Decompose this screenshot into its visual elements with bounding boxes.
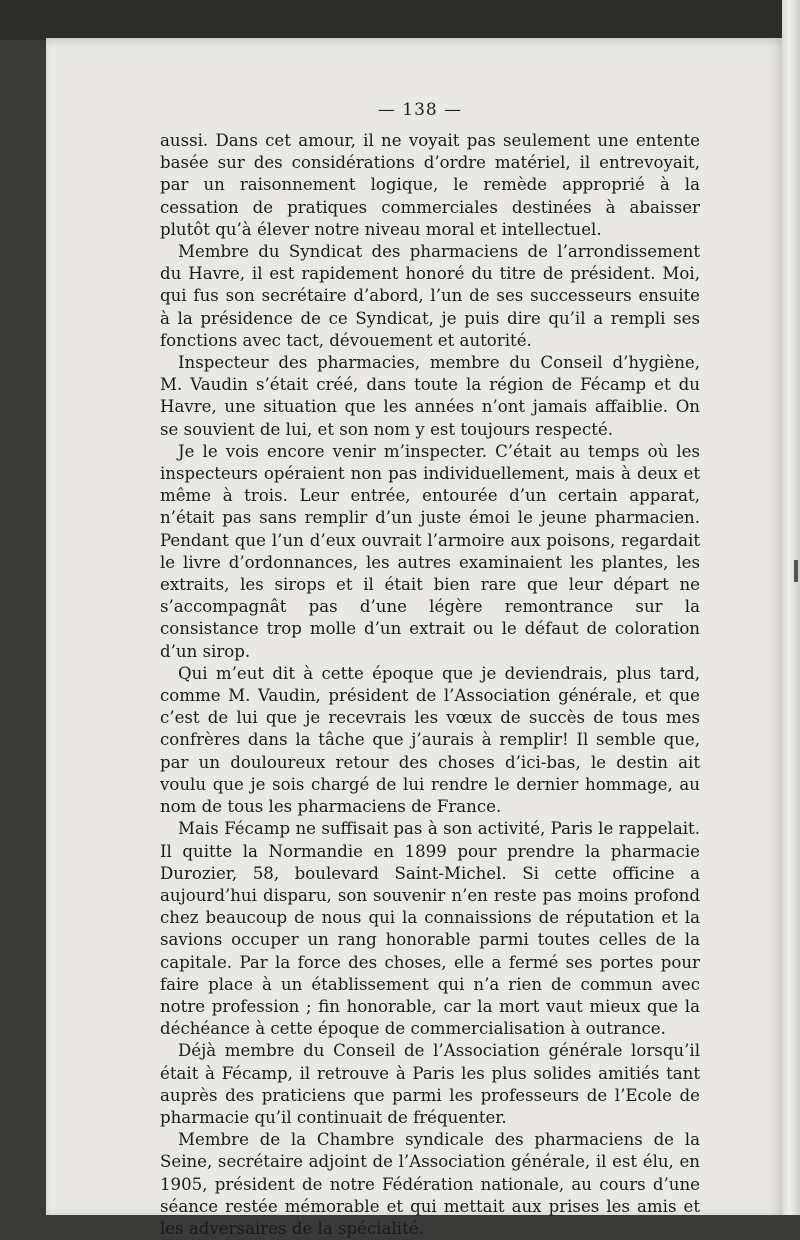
scan-background: [0, 0, 800, 40]
body-text: [160, 130, 700, 1240]
paragraph: Qui m’eut dit à cette époque que je deviendrais, plus tard, comme M. Vaudin, président de l’Association générale, et que c’est de lui que je recevrais les vœux de succès de tous mes confrères dans la tâche que j’aurais à remplir! Il semble que, par un douloureux retour des choses d’ici-bas, le destin ait voulu que je sois chargé de lui rendre le dernier hommage, au nom de tous les pharmaciens de France.: [160, 663, 700, 817]
paragraph: Mais Fécamp ne suffisait pas à son activité, Paris le rappelait. Il quitte la Normandie en 1899 pour prendre la pharmacie Durozier, 58, boulevard Saint-Michel. Si cette officine a aujourd’hui disparu, son souvenir n’en reste pas moins profond chez beaucoup de nous qui la connaissions de réputation et la savions occuper un rang honorable parmi toutes celles de la capitale. Par la force des choses, elle a fermé ses portes pour faire place à un établissement qui n’a rien de commun avec notre profession ; fin honorable, car la mort vaut mieux que la déchéance à cette époque de commercialisation à outrance.: [160, 819, 700, 1039]
page-edge-strip: [782, 0, 800, 1215]
paragraph: Inspecteur des pharmacies, membre du Conseil d’hygiène, M. Vaudin s’était créé, dans toute la région de Fécamp et du Havre, une situation que les années n’ont jamais affaiblie. On se souvient de lui, et son nom y est toujours respecté.: [160, 353, 700, 439]
paragraph: Déjà membre du Conseil de l’Association générale lorsqu’il était à Fécamp, il retrouve à Paris les plus solides amitiés tant auprès des praticiens que parmi les professeurs de l’Ecole de pharmacie qu’il continuait de fréquenter.: [160, 1041, 700, 1127]
paragraph: Je le vois encore venir m’inspecter. C’était au temps où les inspecteurs opéraient non pas individuellement, mais à deux et même à trois. Leur entrée, entourée d’un certain apparat, n’était pas sans remplir d’un juste émoi le jeune pharmacien. Pendant que l’un d’eux ouvrait l’armoire aux poisons, regardait le livre d’ordonnances, les autres examinaient les plantes, les extraits, les sirops et il était bien rare que leur départ ne s’accompagnât pas d’une légère remontrance sur la consistance trop molle d’un extrait ou le défaut de coloration d’un sirop.: [160, 441, 700, 661]
paragraph: Membre de la Chambre syndicale des pharmaciens de la Seine, secrétaire adjoint de l’Association générale, il est élu, en 1905, président de notre Fédération nationale, au cours d’une séance restée mémorable et qui mettait aux prises les amis et les adversaires de la spécialité.: [160, 1130, 700, 1238]
paragraph: Membre du Syndicat des pharmaciens de l’arrondissement du Havre, il est rapidement honoré du titre de président. Moi, qui fus son secrétaire d’abord, l’un de ses successeurs ensuite à la présidence de ce Syndicat, je puis dire qu’il a rempli ses fonctions avec tact, dévouement et autorité.: [160, 242, 700, 350]
page-number: — 138 —: [377, 100, 463, 120]
paragraph: aussi. Dans cet amour, il ne voyait pas seulement une entente basée sur des considérations d’ordre matériel, il entrevoyait, par un raisonnement logique, le remède approprié à la cessation de pratiques commerciales destinées à abaisser plutôt qu’à élever notre niveau moral et intellectuel.: [160, 131, 700, 239]
edge-mark: [794, 560, 798, 582]
